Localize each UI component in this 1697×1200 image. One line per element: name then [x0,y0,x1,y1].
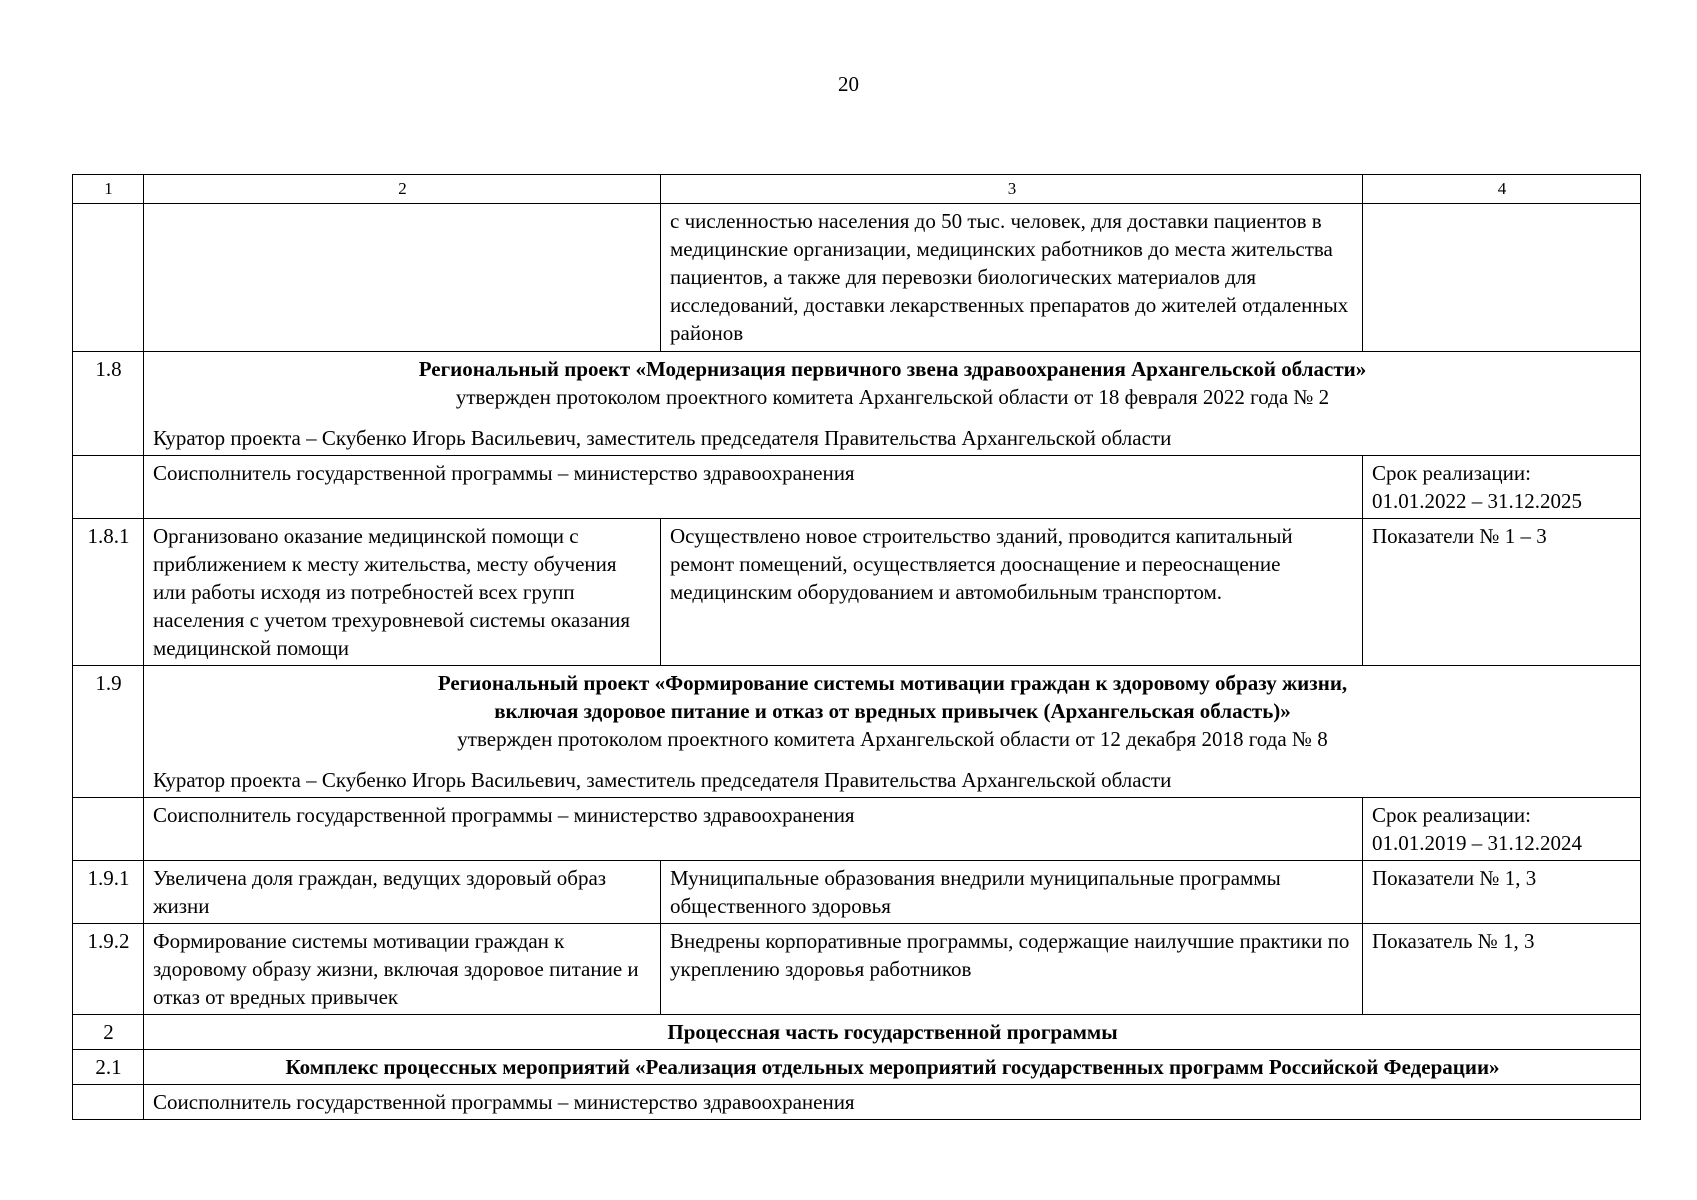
section-2-row [73,1015,1641,1050]
column-header-2: 2 [144,175,661,204]
term-label: Срок реализации: [1372,461,1531,485]
section-title: Комплекс процессных мероприятий «Реализация отдельных мероприятий государственных программ Российской Федерации» [144,1050,1641,1085]
empty-num-cell [73,1085,144,1120]
continuation-row [73,204,1641,352]
term-value: 01.01.2022 – 31.12.2025 [1372,489,1582,513]
column-header-4: 4 [1363,175,1641,204]
project-title-line-2: включая здоровое питание и отказ от вредных привычек (Архангельская область)» [494,699,1291,723]
section-2-1-coexecutor-row [73,1085,1641,1120]
project-1-9-coexecutor-row [73,798,1641,861]
column-header-3: 3 [661,175,1363,204]
project-approval: утвержден протоколом проектного комитета Архангельской области от 18 февраля 2022 года № 2 [455,385,1330,409]
project-header-cell [144,352,1641,456]
result-cell: Муниципальные образования внедрили муниципальные программы общественного здоровья [661,861,1363,924]
continuation-indicator-cell [1363,204,1641,352]
project-title: Региональный проект «Модернизация первичного звена здравоохранения Архангельской области» [418,357,1367,381]
result-cell: Внедрены корпоративные программы, содержащие наилучшие практики по укреплению здоровья работников [661,924,1363,1015]
row-number: 1.9.2 [73,924,144,1015]
continuation-num-cell [73,204,144,352]
project-curator: Куратор проекта – Скубенко Игорь Васильевич, заместитель председателя Правительства Архангельской области [153,426,1172,450]
term-value: 01.01.2019 – 31.12.2024 [1372,831,1582,855]
project-number: 1.9 [73,666,144,798]
project-1-8-header-row [73,352,1641,456]
project-1-8-coexecutor-row [73,456,1641,519]
empty-num-cell [73,456,144,519]
project-1-9-header-row [73,666,1641,798]
task-cell: Увеличена доля граждан, ведущих здоровый образ жизни [144,861,661,924]
section-title: Процессная часть государственной программы [144,1015,1641,1050]
indicator-cell: Показатели № 1 – 3 [1363,519,1641,666]
term-cell [1363,798,1641,861]
task-cell: Формирование системы мотивации граждан к здоровому образу жизни, включая здоровое питание и отказ от вредных привычек [144,924,661,1015]
coexecutor: Соисполнитель государственной программы – министерство здравоохранения [144,798,1363,861]
continuation-result-cell: с численностью населения до 50 тыс. человек, для доставки пациентов в медицинские организации, медицинских работников до места жительства пациентов, а также для перевозки биологических материалов для исследований, доставки лекарственных препаратов до жителей отдаленных районов [661,204,1363,352]
column-header-1: 1 [73,175,144,204]
project-title-line-1: Региональный проект «Формирование системы мотивации граждан к здоровому образу жизни, [437,671,1348,695]
result-cell: Осуществлено новое строительство зданий, проводится капитальный ремонт помещений, осуществляется дооснащение и переоснащение медицинским оборудованием и автомобильным транспортом. [661,519,1363,666]
indicator-cell: Показатель № 1, 3 [1363,924,1641,1015]
empty-num-cell [73,798,144,861]
task-cell: Организовано оказание медицинской помощи с приближением к месту жительства, месту обучения или работы исходя из потребностей всех групп населения с учетом трехуровневой системы оказания медицинской помощи [144,519,661,666]
table-row [73,861,1641,924]
row-number: 1.8.1 [73,519,144,666]
section-number: 2.1 [73,1050,144,1085]
project-number: 1.8 [73,352,144,456]
row-number: 1.9.1 [73,861,144,924]
indicator-cell: Показатели № 1, 3 [1363,861,1641,924]
table-row [73,519,1641,666]
term-label: Срок реализации: [1372,803,1531,827]
project-curator: Куратор проекта – Скубенко Игорь Васильевич, заместитель председателя Правительства Архангельской области [153,768,1172,792]
page-number: 20 [838,72,859,96]
column-header-row [73,175,1641,204]
project-header-cell [144,666,1641,798]
section-number: 2 [73,1015,144,1050]
program-table [72,174,1641,1120]
term-cell [1363,456,1641,519]
project-approval: утвержден протоколом проектного комитета Архангельской области от 12 декабря 2018 года № 8 [457,727,1328,751]
continuation-task-cell [144,204,661,352]
coexecutor: Соисполнитель государственной программы – министерство здравоохранения [144,1085,1641,1120]
table-row [73,924,1641,1015]
section-2-1-row [73,1050,1641,1085]
coexecutor: Соисполнитель государственной программы – министерство здравоохранения [144,456,1363,519]
